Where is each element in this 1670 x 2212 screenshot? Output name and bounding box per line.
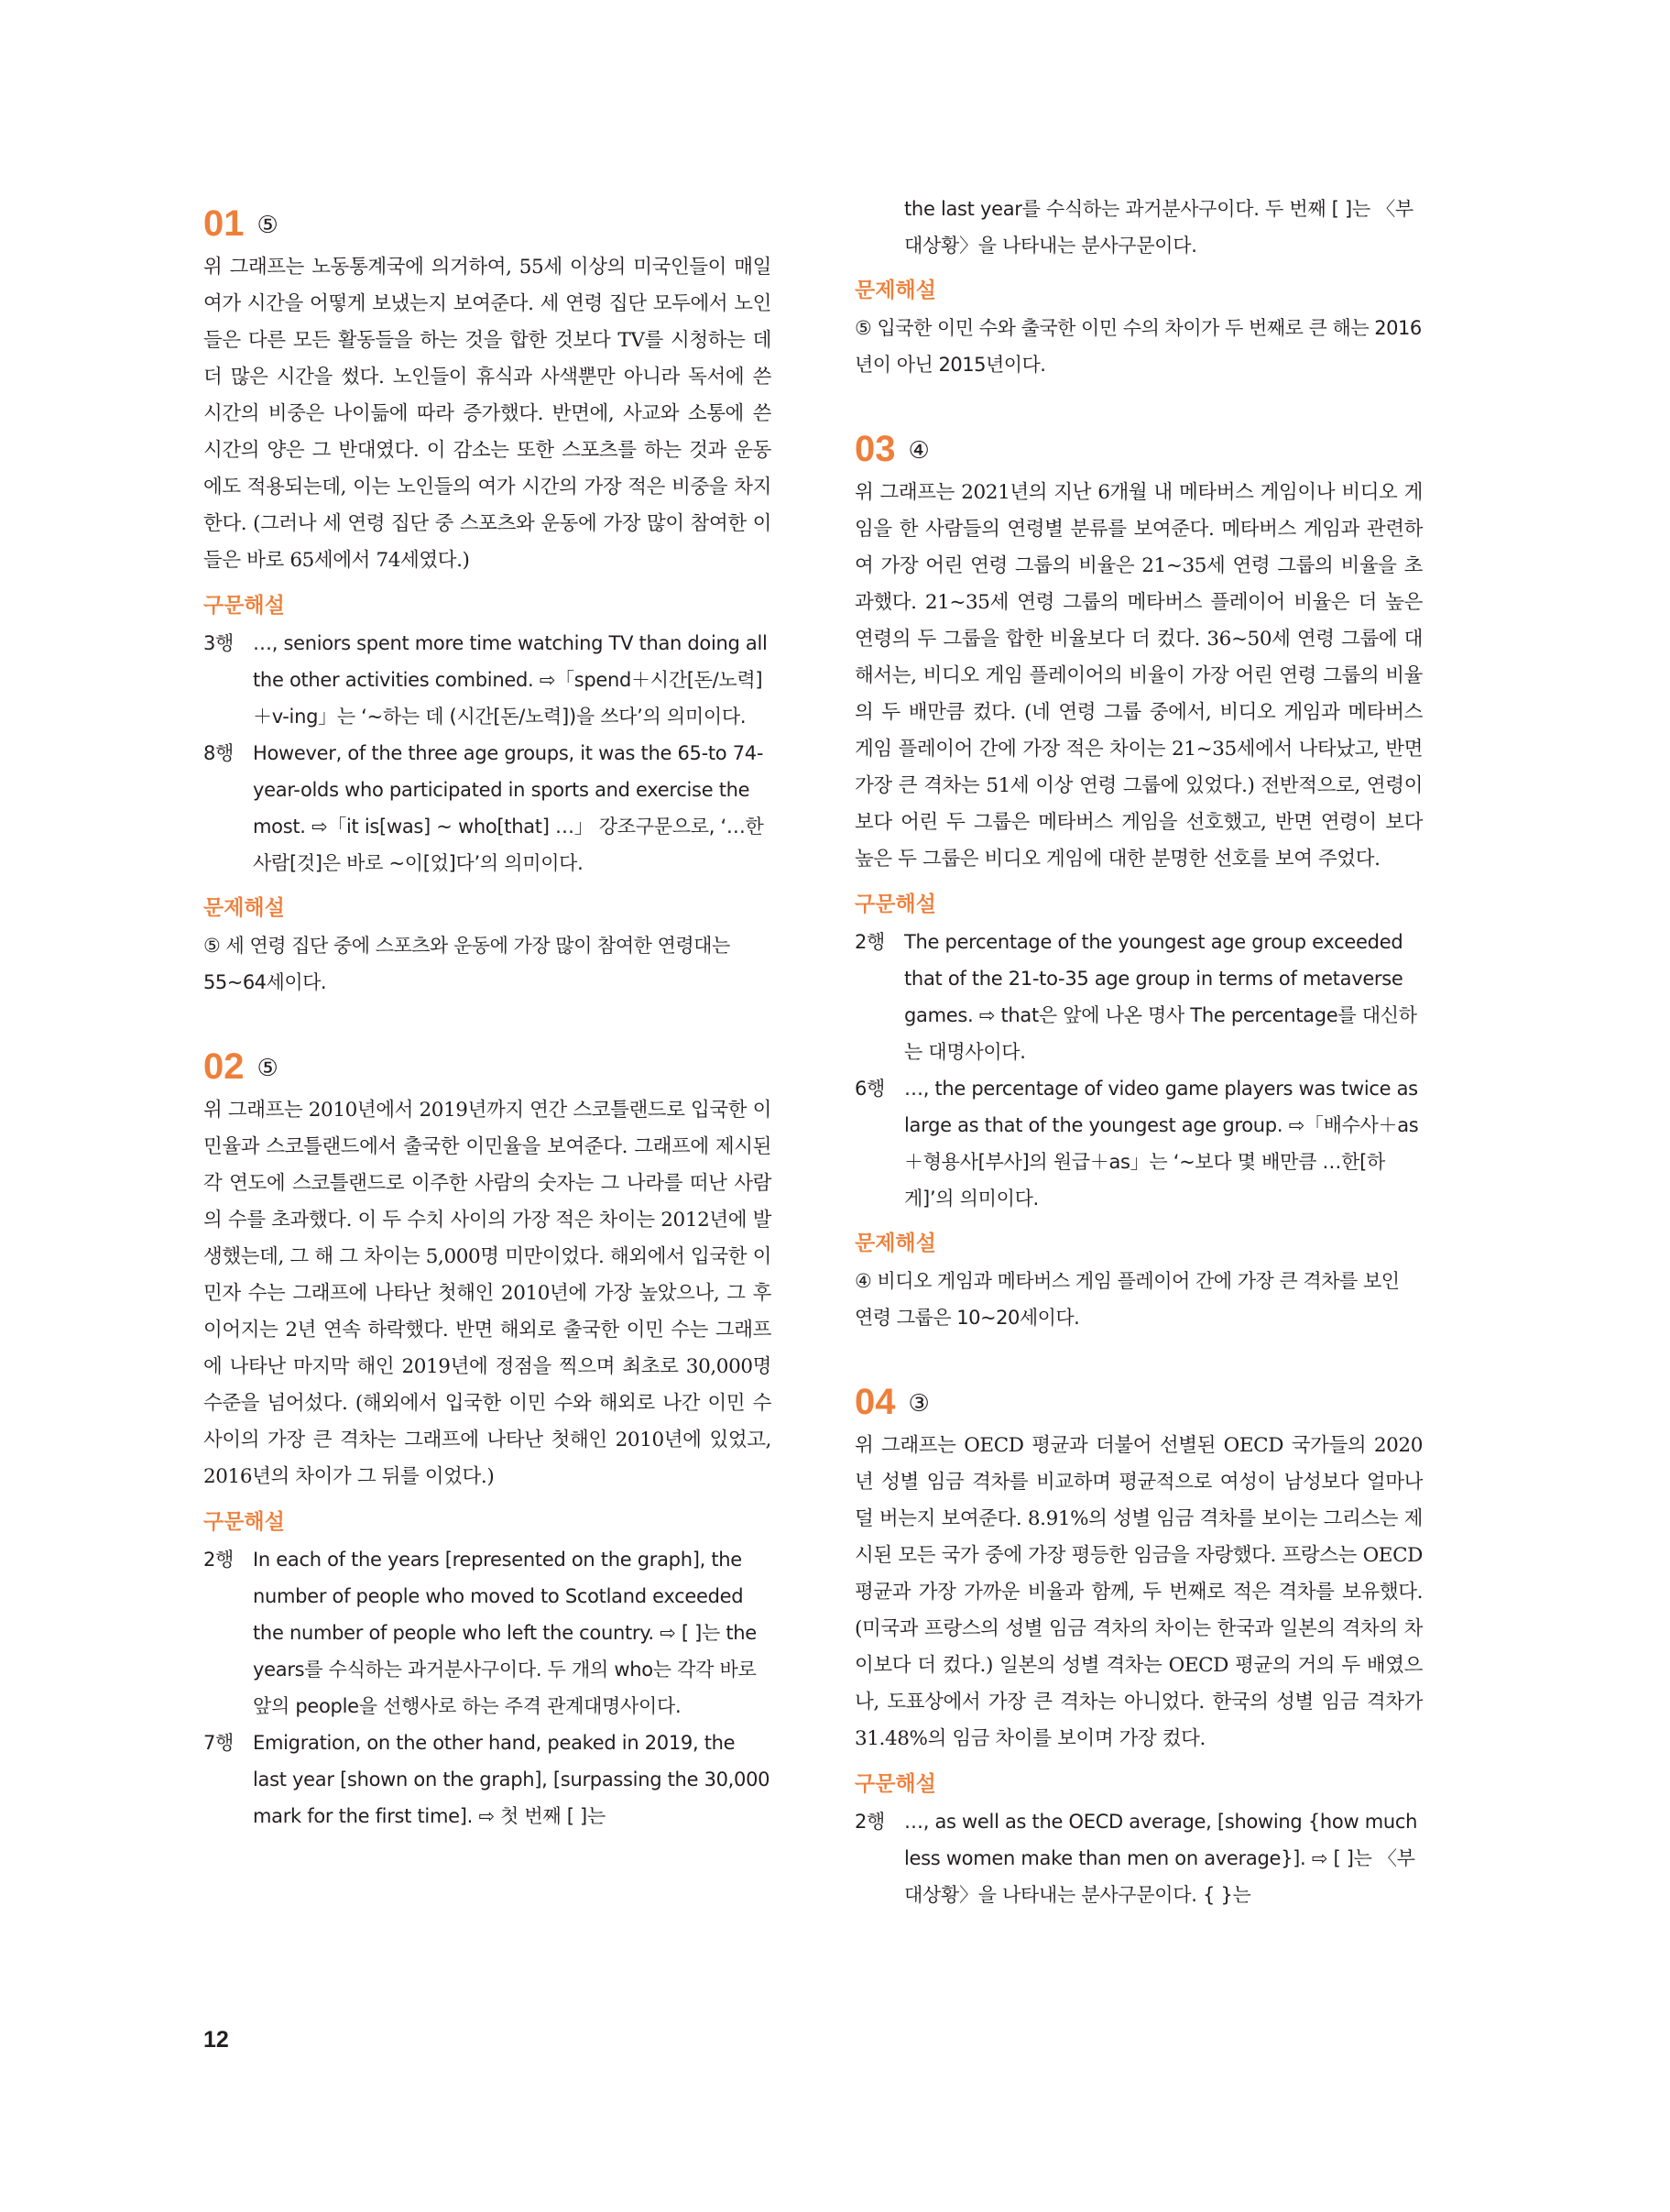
- note-text: The percentage of the youngest age group exceeded that of the 21-to-35 age group in terms of metaverse games. ⇨ that은 앞에 나온 명사 The percentage를 대신하는 대명사이다.: [904, 931, 1417, 1063]
- syntax-heading: 구문해설: [855, 892, 936, 916]
- syntax-note: [203, 1725, 771, 1834]
- note-text: In each of the years [represented on the graph], the number of people who moved to Scotland exceeded the number of people who left the country. ⇨ [ ]는 the years를 수식하는 과거분사구이다. 두 개의 who는 각각 바로 앞의 people을 선행사로 하는 주격 관계대명사이다.: [253, 1549, 757, 1717]
- question-04-header: [855, 1369, 1423, 1420]
- note-text: …, the percentage of video game players was twice as large as that of the youngest age group. ⇨「배수사＋as＋형용사[부사]의 원급＋as」는 ‘~보다 몇 배만큼 …한[하게]’의 의미이다.: [904, 1078, 1419, 1210]
- syntax-note: [203, 625, 771, 735]
- solution-text: ⑤ 입국한 이민 수와 출국한 이민 수의 차이가 두 번째로 큰 해는 2016년이 아닌 2015년이다.: [855, 317, 1422, 376]
- left-column: [203, 191, 771, 1834]
- question-01-explanation: 위 그래프는 노동통계국에 의거하여, 55세 이상의 미국인들이 매일 여가 시간을 어떻게 보냈는지 보여준다. 세 연령 집단 모두에서 노인들은 다른 모든 활동들을 하는 것을 합한 것보다 TV를 시청하는 데 더 많은 시간을 썼다. 노인들이 휴식과 사색뿐만 아니라 독서에 쓴 시간의 비중은 나이듦에 따라 증가했다. 반면에, 사교와 소통에 쓴 시간의 양은 그 반대였다. 이 감소는 또한 스포츠를 하는 것과 운동에도 적용되는데, 이는 노인들의 여가 시간의 가장 적은 비중을 차지한다. (그러나 세 연령 집단 중 스포츠와 운동에 가장 많이 참여한 이들은 바로 65세에서 74세였다.): [203, 256, 771, 572]
- line-ref: 2행: [203, 1549, 235, 1571]
- line-ref: 8행: [203, 742, 235, 764]
- syntax-note: [855, 1070, 1423, 1217]
- answer-symbol: ③: [908, 1389, 930, 1418]
- question-01-header: [203, 191, 771, 242]
- solution-heading: 문제해설: [855, 1232, 936, 1255]
- question-number: 03: [855, 429, 896, 469]
- note-text: Emigration, on the other hand, peaked in 2019, the last year [shown on the graph], [surpassing the 30,000 mark for the first time]. ⇨ 첫 번째 [ ]는: [253, 1732, 770, 1827]
- question-04-explanation: 위 그래프는 OECD 평균과 더불어 선별된 OECD 국가들의 2020년 성별 임금 격차를 비교하며 평균적으로 여성이 남성보다 얼마나 덜 버는지 보여준다. 8.91%의 성별 임금 격차를 보이는 그리스는 제시된 모든 국가 중에 가장 평등한 임금을 자랑했다. 프랑스는 OECD 평균과 가장 가까운 비율과 함께, 두 번째로 적은 격차를 보유했다. (미국과 프랑스의 성별 임금 격차의 차이는 한국과 일본의 격차의 차이보다 더 컸다.) 일본의 성별 격차는 OECD 평균의 거의 두 배였으나, 도표상에서 가장 큰 격차는 아니었다. 한국의 성별 임금 격차가 31.48%의 임금 차이를 보이며 가장 컸다.: [855, 1434, 1423, 1750]
- line-ref: 7행: [203, 1732, 235, 1754]
- syntax-note: [203, 1541, 771, 1725]
- solution-heading: 문제해설: [203, 896, 285, 920]
- page-number: 12: [203, 2027, 229, 2053]
- syntax-note: [855, 924, 1423, 1070]
- right-column: [855, 191, 1423, 1913]
- line-ref: 2행: [855, 931, 886, 953]
- question-number: 04: [855, 1382, 896, 1422]
- note-continuation: the last year를 수식하는 과거분사구이다. 두 번째 [ ]는 〈부대상황〉을 나타내는 분사구문이다.: [904, 198, 1413, 257]
- line-ref: 3행: [203, 632, 235, 654]
- question-number: 02: [203, 1046, 245, 1087]
- question-02-explanation: 위 그래프는 2010년에서 2019년까지 연간 스코틀랜드로 입국한 이민율과 스코틀랜드에서 출국한 이민율을 보여준다. 그래프에 제시된 각 연도에 스코틀랜드로 이주한 사람의 숫자는 그 나라를 떠난 사람의 수를 초과했다. 이 두 수치 사이의 가장 적은 차이는 2012년에 발생했는데, 그 해 그 차이는 5,000명 미만이었다. 해외에서 입국한 이민자 수는 그래프에 나타난 첫해인 2010년에 가장 높았으나, 그 후 이어지는 2년 연속 하락했다. 반면 해외로 출국한 이민 수는 그래프에 나타난 마지막 해인 2019년에 정점을 찍으며 최초로 30,000명 수준을 넘어섰다. (해외에서 입국한 이민 수와 해외로 나간 이민 수 사이의 가장 큰 격차는 그래프에 나타난 첫해인 2010년에 있었고, 2016년의 차이가 그 뒤를 이었다.): [203, 1099, 771, 1488]
- answer-symbol: ④: [908, 436, 930, 465]
- solution-heading: 문제해설: [855, 279, 936, 302]
- question-03-header: [855, 416, 1423, 467]
- answer-symbol: ⑤: [257, 1054, 278, 1082]
- syntax-heading: 구문해설: [855, 1772, 936, 1796]
- syntax-heading: 구문해설: [203, 1510, 285, 1534]
- note-text: However, of the three age groups, it was the 65-to 74-year-olds who participated in sports and exercise the most. ⇨「it is[was] ~ who[that] …」 강조구문으로, ‘…한 사람[것]은 바로 ~이[었]다’의 의미이다.: [253, 742, 764, 874]
- syntax-note: [203, 735, 771, 882]
- syntax-heading: 구문해설: [203, 594, 285, 618]
- solution-text: ⑤ 세 연령 집단 중에 스포츠와 운동에 가장 많이 참여한 연령대는 55~64세이다.: [203, 935, 730, 993]
- question-number: 01: [203, 203, 245, 244]
- answer-symbol: ⑤: [257, 211, 278, 239]
- note-text: …, as well as the OECD average, [showing {how much less women make than men on average}]. ⇨ [ ]는 〈부대상황〉을 나타내는 분사구문이다. { }는: [904, 1811, 1418, 1906]
- note-text: …, seniors spent more time watching TV than doing all the other activities combined. ⇨「spend＋시간[돈/노력]＋v-ing」는 ‘~하는 데 (시간[돈/노력])을 쓰다’의 의미이다.: [253, 632, 768, 728]
- syntax-note: [855, 1803, 1423, 1913]
- question-03-explanation: 위 그래프는 2021년의 지난 6개월 내 메타버스 게임이나 비디오 게임을 한 사람들의 연령별 분류를 보여준다. 메타버스 게임과 관련하여 가장 어린 연령 그룹의 비율은 21~35세 연령 그룹의 비율을 초과했다. 21~35세 연령 그룹의 메타버스 플레이어 비율은 더 높은 연령의 두 그룹을 합한 비율보다 더 컸다. 36~50세 연령 그룹에 대해서는, 비디오 게임 플레이어의 비율이 가장 어린 연령 그룹의 비율의 두 배만큼 컸다. (네 연령 그룹 중에서, 비디오 게임과 메타버스 게임 플레이어 간에 가장 적은 차이는 21~35세에서 나타났고, 반면 가장 큰 격차는 51세 이상 연령 그룹에 있었다.) 전반적으로, 연령이 보다 어린 두 그룹은 메타버스 게임을 선호했고, 반면 연령이 보다 높은 두 그룹은 비디오 게임에 대한 분명한 선호를 보여 주었다.: [855, 481, 1423, 871]
- question-02-header: [203, 1034, 771, 1085]
- line-ref: 6행: [855, 1078, 886, 1100]
- solution-text: ④ 비디오 게임과 메타버스 게임 플레이어 간에 가장 큰 격차를 보인 연령 그룹은 10~20세이다.: [855, 1270, 1400, 1329]
- line-ref: 2행: [855, 1811, 886, 1833]
